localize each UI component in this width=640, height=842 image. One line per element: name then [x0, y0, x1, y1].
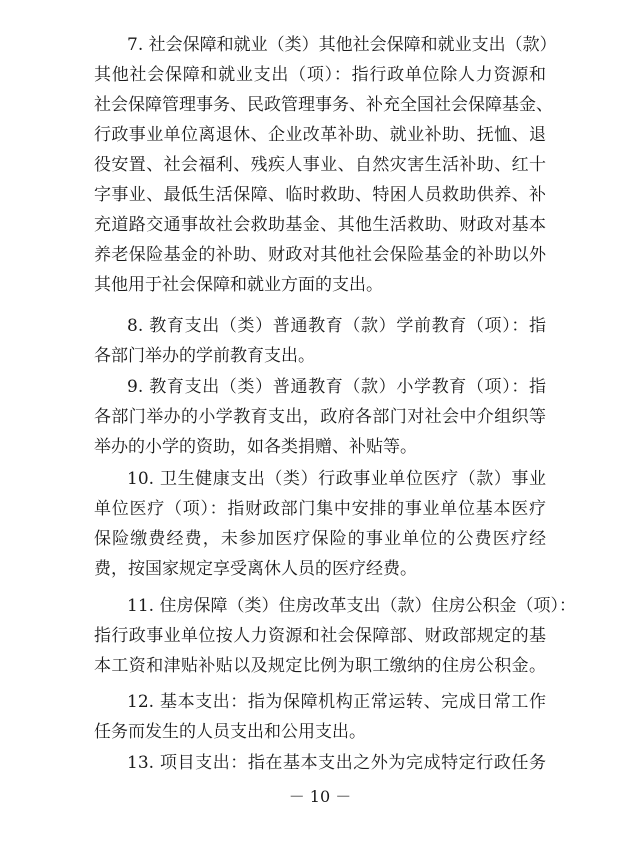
paragraph-7-line: 充道路交通事故社会救助基金、其他生活救助、财政对基本 [94, 215, 546, 235]
paragraph-13-line: 13. 项目支出：指在基本支出之外为完成特定行政任务 [127, 753, 546, 773]
paragraph-7-line: 养老保险基金的补助、财政对其他社会保险基金的补助以外 [94, 245, 546, 265]
paragraph-10-line: 单位医疗（项）：指财政部门集中安排的事业单位基本医疗 [94, 499, 546, 519]
paragraph-11-line: 指行政事业单位按人力资源和社会保障部、财政部规定的基 [94, 626, 546, 646]
paragraph-7-line: 其他用于社会保障和就业方面的支出。 [94, 275, 383, 295]
paragraph-7-line: 役安置、社会福利、残疾人事业、自然灾害生活补助、红十 [94, 155, 546, 175]
paragraph-11-line: 本工资和津贴补贴以及规定比例为职工缴纳的住房公积金。 [94, 656, 546, 676]
paragraph-12-line: 任务而发生的人员支出和公用支出。 [94, 722, 366, 742]
paragraph-7-line: 社会保障管理事务、民政管理事务、补充全国社会保障基金、 [94, 95, 553, 115]
paragraph-11-line: 11. 住房保障（类）住房改革支出（款）住房公积金（项）： [127, 596, 576, 616]
paragraph-9-line: 举办的小学的资助，如各类捐赠、补贴等。 [94, 437, 417, 457]
paragraph-7-line: 其他社会保障和就业支出（项）：指行政单位除人力资源和 [94, 65, 546, 85]
paragraph-8-line: 各部门举办的学前教育支出。 [94, 346, 315, 366]
paragraph-12-line: 12. 基本支出：指为保障机构正常运转、完成日常工作 [127, 692, 546, 712]
paragraph-10-line: 保险缴费经费，未参加医疗保险的事业单位的公费医疗经 [94, 529, 546, 549]
page-number: － 10 － [288, 787, 352, 806]
paragraph-7-line: 字事业、最低生活保障、临时救助、特困人员救助供养、补 [94, 185, 546, 205]
paragraph-8-line: 8. 教育支出（类）普通教育（款）学前教育（项）：指 [127, 316, 546, 336]
paragraph-7-line: 行政事业单位离退休、企业改革补助、就业补助、抚恤、退 [94, 125, 546, 145]
paragraph-9-line: 各部门举办的小学教育支出，政府各部门对社会中介组织等 [94, 407, 546, 427]
paragraph-10-line: 费，按国家规定享受离休人员的医疗经费。 [94, 559, 417, 579]
paragraph-9-line: 9. 教育支出（类）普通教育（款）小学教育（项）：指 [127, 377, 546, 397]
paragraph-10-line: 10. 卫生健康支出（类）行政事业单位医疗（款）事业 [127, 469, 546, 489]
paragraph-7-line: 7. 社会保障和就业（类）其他社会保障和就业支出（款） [127, 35, 557, 55]
